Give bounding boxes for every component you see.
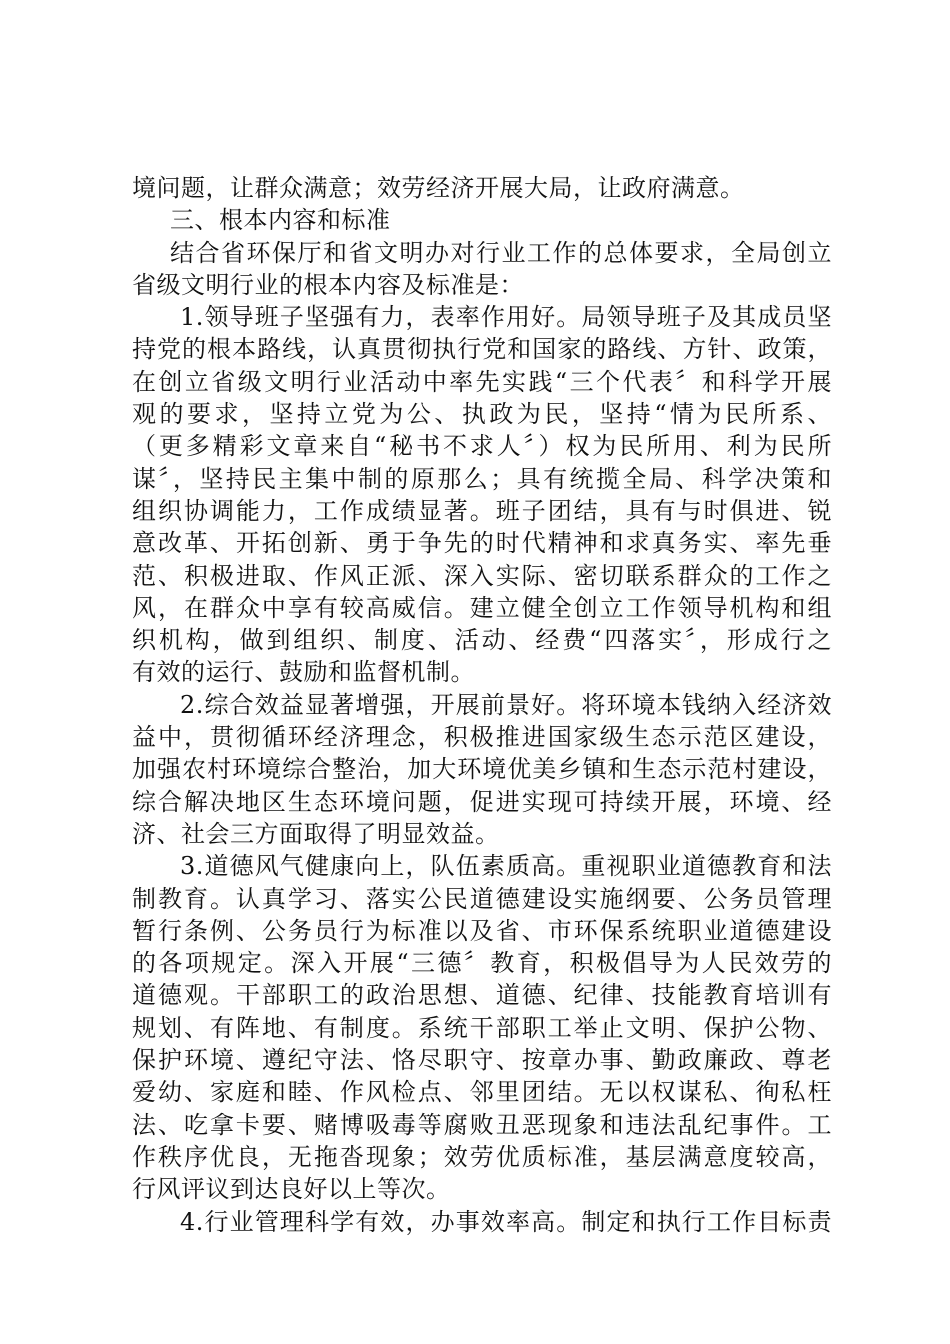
text-line: 爱幼、家庭和睦、作风检点、邻里团结。无以权谋私、徇私枉 [132,1078,832,1107]
text-line: 综合解决地区生态环境问题，促进实现可持续开展，环境、经 [132,787,832,816]
text-line: 作秩序优良，无拖沓现象；效劳优质标准，基层满意度较高， [132,1142,832,1171]
text-line: 省级文明行业的根本内容及标准是： [132,270,524,299]
text-line: 持党的根本路线，认真贯彻执行党和国家的路线、方针、政策， [132,335,832,364]
text-line: 规划、有阵地、有制度。系统干部职工举止文明、保护公物、 [132,1013,832,1042]
text-line: 在创立省级文明行业活动中率先实践“三个代表〞和科学开展 [132,367,832,396]
text-line: 织机构，做到组织、制度、活动、经费“四落实〞，形成行之 [132,626,832,655]
text-line: 观的要求，坚持立党为公、执政为民，坚持“情为民所系、 [132,400,832,429]
document-body [132,172,832,1238]
section-heading: 三、根本内容和标准 [170,206,391,235]
text-line: 范、积极进取、作风正派、深入实际、密切联系群众的工作之 [132,561,832,590]
text-line: 加强农村环境综合整治，加大环境优美乡镇和生态示范村建设， [132,755,832,784]
text-line: 风，在群众中享有较高威信。建立健全创立工作领导机构和组 [132,593,832,622]
text-line: 的各项规定。深入开展“三德〞教育，积极倡导为人民效劳的 [132,949,832,978]
text-line: 暂行条例、公务员行为标准以及省、市环保系统职业道德建设 [132,916,832,945]
item-heading-line: 1.领导班子坚强有力，表率作用好。局领导班子及其成员坚 [180,303,832,332]
text-line: 境问题，让群众满意；效劳经济开展大局，让政府满意。 [132,174,745,202]
item-heading-line: 4.行业管理科学有效，办事效率高。制定和执行工作目标责 [180,1207,832,1236]
text-line: 意改革、开拓创新、勇于争先的时代精神和求真务实、率先垂 [132,529,832,558]
text-line: 道德观。干部职工的政治思想、道德、纪律、技能教育培训有 [132,981,832,1010]
text-line: 济、社会三方面取得了明显效益。 [132,819,500,848]
text-line: 益中，贯彻循环经济理念，积极推进国家级生态示范区建设， [132,723,832,752]
text-line: 行风评议到达良好以上等次。 [132,1175,451,1204]
item-heading-line: 3.道德风气健康向上，队伍素质高。重视职业道德教育和法 [180,852,832,881]
text-line: 制教育。认真学习、落实公民道德建设实施纲要、公务员管理 [132,884,832,913]
text-line: 有效的运行、鼓励和监督机制。 [132,658,475,687]
text-line: 保护环境、遵纪守法、恪尽职守、按章办事、勤政廉政、尊老 [132,1046,832,1075]
text-line: 结合省环保厅和省文明办对行业工作的总体要求，全局创立 [170,238,832,267]
text-line: 谋〞，坚持民主集中制的原那么；具有统揽全局、科学决策和 [132,464,832,493]
text-line: （更多精彩文章来自“秘书不求人〞）权为民所用、利为民所 [132,432,832,461]
text-line: 组织协调能力，工作成绩显著。班子团结，具有与时俱进、锐 [132,496,832,525]
item-heading-line: 2.综合效益显著增强，开展前景好。将环境本钱纳入经济效 [180,690,832,719]
text-line: 法、吃拿卡要、赌博吸毒等腐败丑恶现象和违法乱纪事件。工 [132,1110,832,1139]
